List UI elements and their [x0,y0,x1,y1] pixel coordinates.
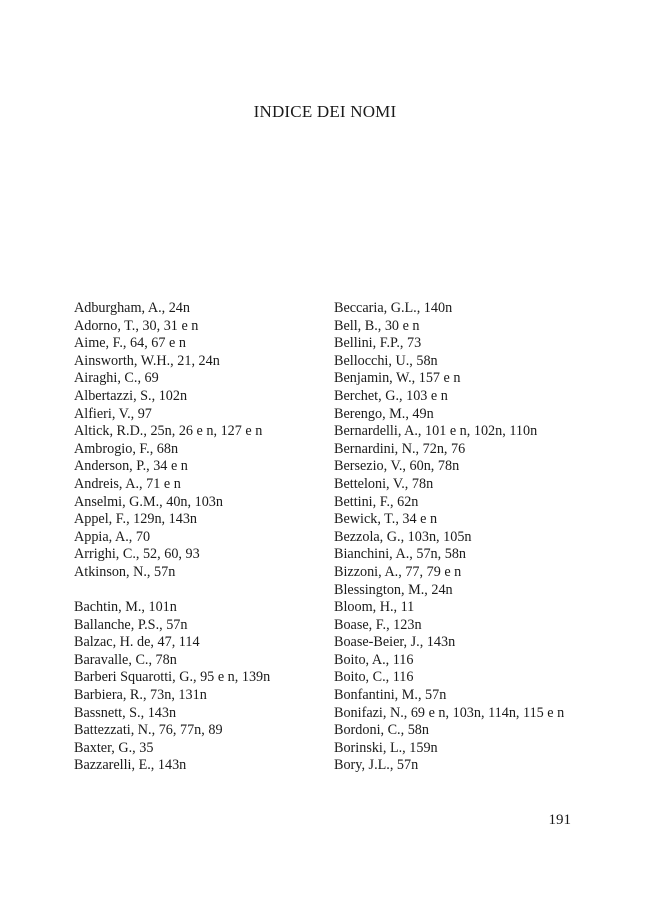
index-entry: Barberi Squarotti, G., 95 e n, 139n [74,669,271,686]
index-entry: Bizzoni, A., 77, 79 e n [334,563,462,580]
index-entry: Bordoni, C., 58n [334,722,429,739]
index-column-left [74,300,324,775]
index-entry: Baravalle, C., 78n [74,651,177,668]
index-entry: Alfieri, V., 97 [74,405,152,422]
index-entry: Blessington, M., 24n [334,581,453,598]
index-entry: Battezzati, N., 76, 77n, 89 [74,722,223,739]
index-entry: Bettini, F., 62n [334,493,419,510]
index-entry: Baxter, G., 35 [74,739,154,756]
index-entry: Bersezio, V., 60n, 78n [334,458,460,475]
page-title: INDICE DEI NOMI [253,102,397,121]
index-entry: Anderson, P., 34 e n [74,458,188,475]
index-entry: Barbiera, R., 73n, 131n [74,687,207,704]
index-entry: Bachtin, M., 101n [74,599,177,616]
index-entry: Ainsworth, W.H., 21, 24n [74,352,220,369]
index-entry: Benjamin, W., 157 e n [334,370,461,387]
index-entry: Albertazzi, S., 102n [74,387,188,404]
index-entry: Beccaria, G.L., 140n [334,300,453,316]
index-entry: Arrighi, C., 52, 60, 93 [74,546,200,563]
index-entry: Boase, F., 123n [334,616,422,633]
index-entry: Berchet, G., 103 e n [334,387,448,404]
index-entry: Bellocchi, U., 58n [334,352,438,369]
index-entry: Bazzarelli, E., 143n [74,757,187,774]
index-entry: Bonfantini, M., 57n [334,687,447,704]
index-entry: Boase-Beier, J., 143n [334,634,456,651]
index-entry: Bloom, H., 11 [334,599,415,616]
index-entry: Appia, A., 70 [74,528,151,545]
index-entry: Bonifazi, N., 69 e n, 103n, 114n, 115 e n [334,704,565,721]
index-entry: Boito, C., 116 [334,669,414,686]
index-entry: Ambrogio, F., 68n [74,440,179,457]
index-entry: Bernardini, N., 72n, 76 [334,440,466,457]
index-entry: Bassnett, S., 143n [74,704,177,721]
index-entry: Bewick, T., 34 e n [334,511,438,528]
index-entry: Airaghi, C., 69 [74,370,159,387]
index-entry: Adorno, T., 30, 31 e n [74,317,199,334]
index-entry: Boito, A., 116 [334,651,414,668]
page-number: 191 [548,812,571,828]
index-entry: Berengo, M., 49n [334,405,434,422]
index-entry: Betteloni, V., 78n [334,475,434,492]
index-entry: Aime, F., 64, 67 e n [74,335,186,352]
index-entry: Atkinson, N., 57n [74,563,176,580]
index-entry: Bianchini, A., 57n, 58n [334,546,467,563]
index-entry: Anselmi, G.M., 40n, 103n [74,493,223,510]
index-entry: Borinski, L., 159n [334,739,438,756]
index-entry: Altick, R.D., 25n, 26 e n, 127 e n [74,423,263,440]
index-entry: Balzac, H. de, 47, 114 [74,634,200,651]
index-entry: Appel, F., 129n, 143n [74,511,198,528]
index-entry: Bezzola, G., 103n, 105n [334,528,472,545]
letter-group-spacer [74,582,324,600]
index-entry: Bell, B., 30 e n [334,317,420,334]
index-entry: Andreis, A., 71 e n [74,475,181,492]
index-entry: Adburgham, A., 24n [74,300,190,316]
index-column-right [334,300,604,775]
index-entry: Bory, J.L., 57n [334,757,419,774]
index-entry: Ballanche, P.S., 57n [74,616,188,633]
index-entry: Bernardelli, A., 101 e n, 102n, 110n [334,423,538,440]
index-entry: Bellini, F.P., 73 [334,335,422,352]
